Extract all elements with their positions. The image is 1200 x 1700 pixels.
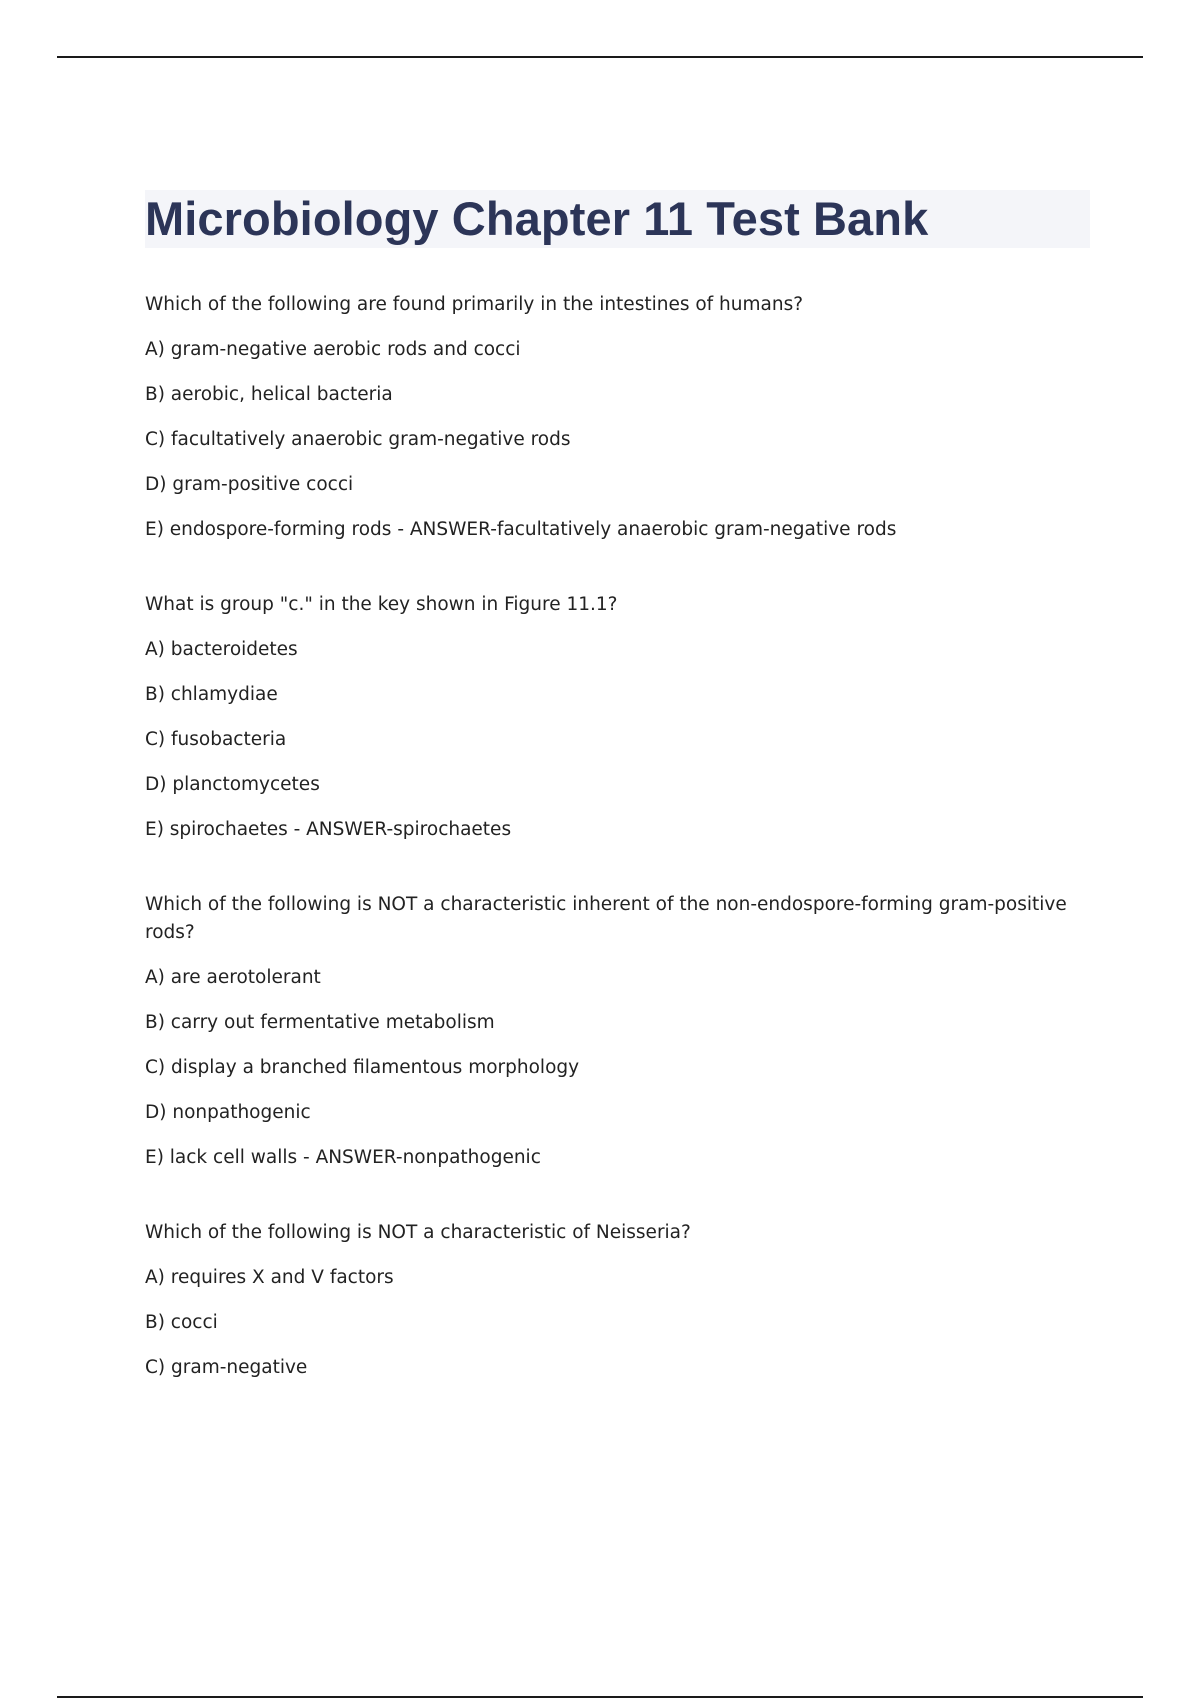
question-block	[145, 591, 1090, 844]
answer-option: A) requires X and V factors	[145, 1267, 394, 1288]
answer-option: A) bacteroidetes	[145, 639, 298, 660]
answer-option: B) aerobic, helical bacteria	[145, 384, 393, 405]
question-block	[145, 891, 1090, 1172]
document-title: Microbiology Chapter 11 Test Bank	[145, 192, 929, 245]
answer-option: C) display a branched filamentous morphology	[145, 1057, 580, 1078]
question-text: Which of the following are found primarily in the intestines of humans?	[145, 294, 804, 315]
question-block	[145, 1219, 1090, 1382]
page-content	[145, 190, 1090, 1399]
answer-option: C) fusobacteria	[145, 729, 287, 750]
title-band	[145, 190, 1090, 248]
answer-option: D) planctomycetes	[145, 774, 320, 795]
answer-option: B) cocci	[145, 1312, 218, 1333]
answer-option: A) are aerotolerant	[145, 967, 321, 988]
answer-option: E) lack cell walls - ANSWER-nonpathogenic	[145, 1147, 541, 1168]
question-text: Which of the following is NOT a characteristic inherent of the non-endospore-forming gram-positive rods?	[145, 894, 1067, 943]
question-text: What is group "c." in the key shown in Figure 11.1?	[145, 594, 618, 615]
bottom-rule	[57, 1696, 1143, 1698]
answer-option: A) gram-negative aerobic rods and cocci	[145, 339, 521, 360]
answer-option: E) endospore-forming rods - ANSWER-facultatively anaerobic gram-negative rods	[145, 519, 897, 540]
answer-option: D) gram-positive cocci	[145, 474, 354, 495]
answer-option: D) nonpathogenic	[145, 1102, 311, 1123]
answer-option: B) chlamydiae	[145, 684, 278, 705]
answer-option: C) facultatively anaerobic gram-negative rods	[145, 429, 571, 450]
answer-option: E) spirochaetes - ANSWER-spirochaetes	[145, 819, 512, 840]
answer-option: B) carry out fermentative metabolism	[145, 1012, 495, 1033]
question-block	[145, 291, 1090, 544]
top-rule	[57, 56, 1143, 58]
answer-option: C) gram-negative	[145, 1357, 308, 1378]
question-text: Which of the following is NOT a characteristic of Neisseria?	[145, 1222, 691, 1243]
